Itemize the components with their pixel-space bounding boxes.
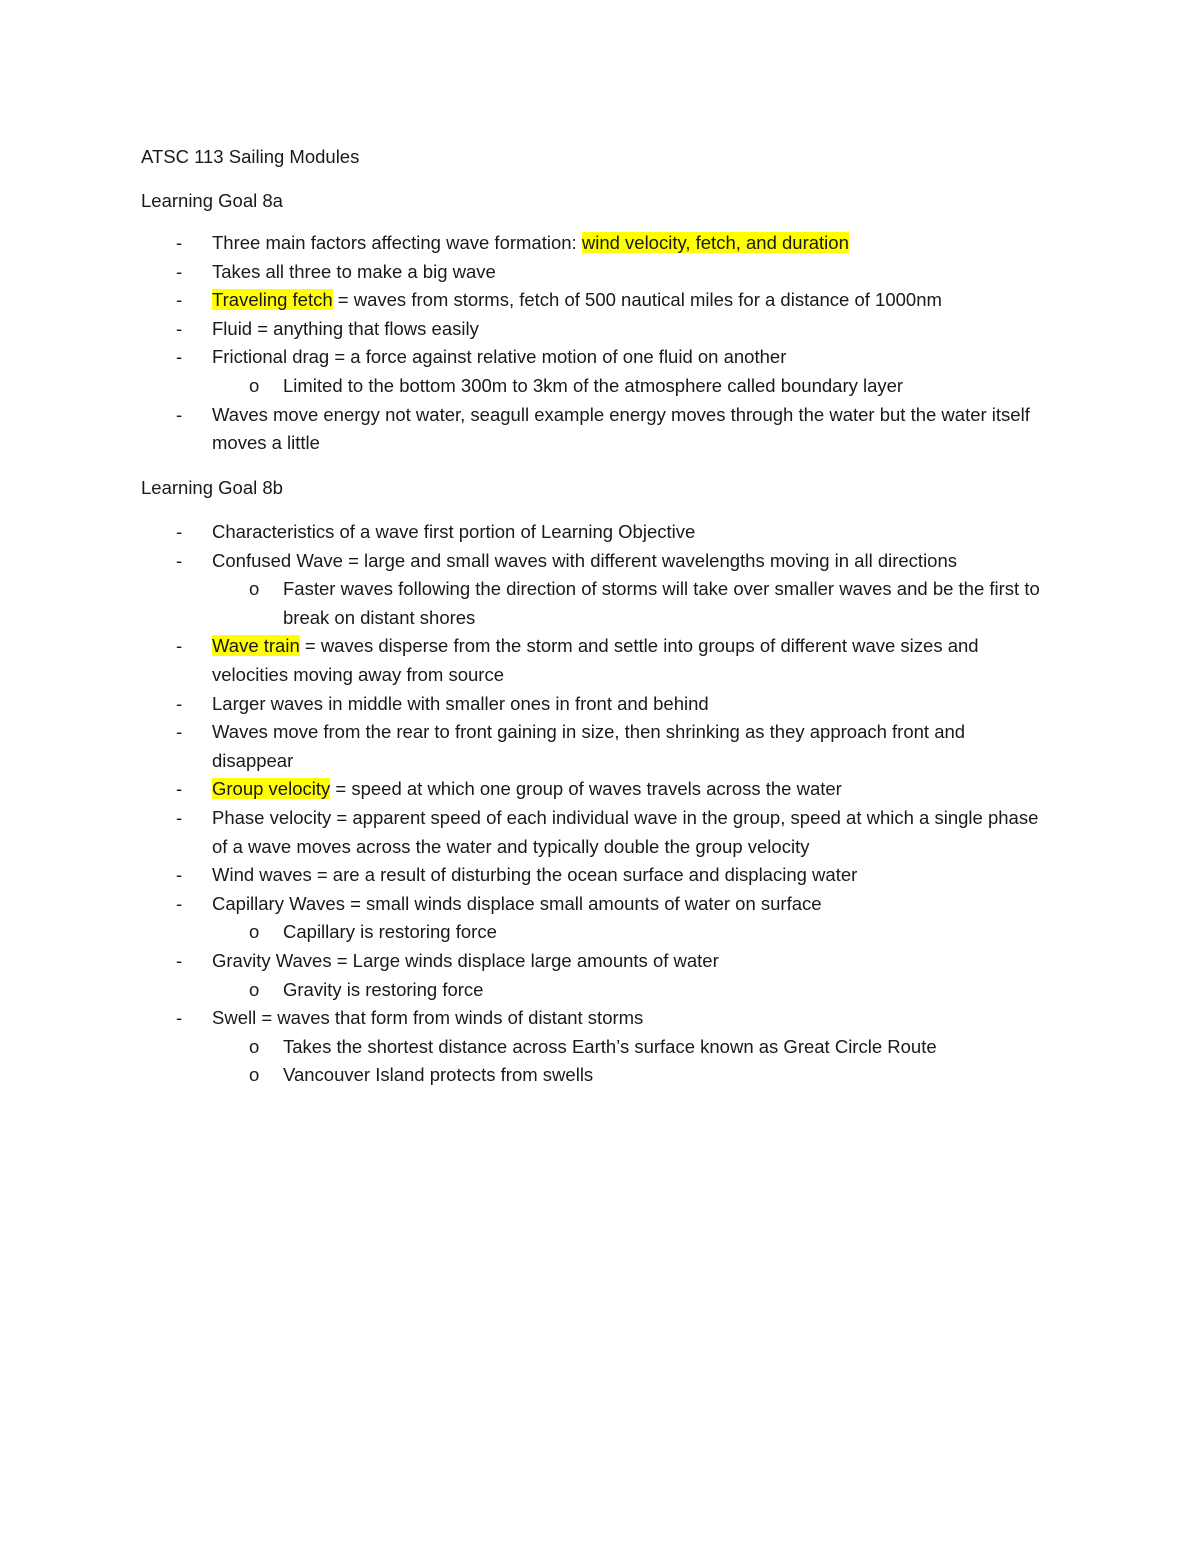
- sub-list-item: [0, 976, 1040, 1005]
- item-text: Capillary Waves = small winds displace small amounts of water on surface: [212, 892, 822, 914]
- document-title: ATSC 113 Sailing Modules: [141, 146, 360, 167]
- list-item: [0, 890, 1040, 919]
- section-heading-8b: Learning Goal 8b: [141, 477, 283, 498]
- item-text: Fluid = anything that flows easily: [212, 317, 479, 339]
- list-item: [0, 718, 1040, 775]
- item-text: Gravity is restoring force: [283, 978, 484, 1000]
- list-item: [0, 1004, 1040, 1033]
- item-text: = waves disperse from the storm and settle into groups of different wave sizes and velocities moving away from source: [212, 635, 979, 685]
- highlighted-text: Traveling fetch: [212, 289, 333, 311]
- list-item: [0, 229, 1040, 258]
- dash-bullet-icon: -: [176, 317, 183, 339]
- item-text: Faster waves following the direction of storms will take over smaller waves and be the first to break on distant shores: [283, 578, 1040, 628]
- list-item: [0, 258, 1040, 287]
- sub-list-item: [0, 918, 1040, 947]
- item-text: Vancouver Island protects from swells: [283, 1064, 594, 1086]
- item-text: Confused Wave = large and small waves with different wavelengths moving in all directions: [212, 549, 958, 571]
- list-item: [0, 343, 1040, 372]
- circle-bullet-icon: o: [249, 1035, 260, 1057]
- dash-bullet-icon: -: [176, 635, 183, 657]
- dash-bullet-icon: -: [176, 403, 183, 425]
- circle-bullet-icon: o: [249, 1064, 260, 1086]
- dash-bullet-icon: -: [176, 892, 183, 914]
- dash-bullet-icon: -: [176, 1007, 183, 1029]
- item-text: = waves from storms, fetch of 500 nautical miles for a distance of 1000nm: [332, 289, 942, 311]
- item-text: = speed at which one group of waves travels across the water: [330, 778, 842, 800]
- list-item: [0, 775, 1040, 804]
- bullet-list-8a: [0, 229, 1040, 458]
- item-text: Characteristics of a wave first portion of Learning Objective: [212, 521, 696, 542]
- item-text: Three main factors affecting wave formation:: [212, 232, 582, 253]
- item-text: Gravity Waves = Large winds displace large amounts of water: [212, 949, 719, 971]
- item-text: Takes all three to make a big wave: [212, 260, 496, 282]
- list-item: [0, 286, 1040, 315]
- list-item: [0, 861, 1040, 890]
- list-item: [0, 632, 1040, 689]
- sub-list-item: [0, 1033, 1040, 1062]
- item-text: Larger waves in middle with smaller ones in front and behind: [212, 692, 709, 714]
- highlighted-text: wind velocity, fetch, and duration: [581, 232, 849, 253]
- item-text: Wind waves = are a result of disturbing the ocean surface and displacing water: [212, 864, 858, 886]
- highlighted-text: Wave train: [212, 635, 300, 657]
- dash-bullet-icon: -: [176, 721, 183, 743]
- dash-bullet-icon: -: [176, 549, 183, 571]
- item-text: Takes the shortest distance across Earth’s surface known as Great Circle Route: [283, 1035, 937, 1057]
- item-text: Limited to the bottom 300m to 3km of the atmosphere called boundary layer: [283, 374, 904, 396]
- dash-bullet-icon: -: [176, 521, 183, 542]
- dash-bullet-icon: -: [176, 692, 183, 714]
- section-heading-8a: Learning Goal 8a: [141, 190, 283, 211]
- item-text: Phase velocity = apparent speed of each individual wave in the group, speed at which a single phase of a wave moves across the water and typically double the group velocity: [212, 806, 1039, 857]
- dash-bullet-icon: -: [176, 864, 183, 886]
- item-text: Capillary is restoring force: [283, 921, 497, 943]
- item-text: Swell = waves that form from winds of distant storms: [212, 1007, 644, 1029]
- dash-bullet-icon: -: [176, 806, 183, 828]
- list-item: [0, 690, 1040, 719]
- list-item: [0, 518, 1040, 547]
- bullet-list-8b: [0, 518, 1040, 1090]
- dash-bullet-icon: -: [176, 778, 183, 800]
- sub-list-item: [0, 372, 1040, 401]
- circle-bullet-icon: o: [249, 578, 260, 600]
- dash-bullet-icon: -: [176, 949, 183, 971]
- circle-bullet-icon: o: [249, 374, 260, 396]
- list-item: [0, 547, 1040, 576]
- sub-list-item: [0, 575, 1040, 632]
- list-item: [0, 401, 1040, 458]
- item-text: Frictional drag = a force against relative motion of one fluid on another: [212, 346, 787, 368]
- list-item: [0, 804, 1040, 861]
- highlighted-text: Group velocity: [212, 778, 331, 800]
- dash-bullet-icon: -: [176, 232, 183, 253]
- dash-bullet-icon: -: [176, 346, 183, 368]
- circle-bullet-icon: o: [249, 978, 260, 1000]
- list-item: [0, 947, 1040, 976]
- circle-bullet-icon: o: [249, 921, 260, 943]
- list-item: [0, 315, 1040, 344]
- dash-bullet-icon: -: [176, 289, 183, 311]
- item-text: Waves move from the rear to front gaining in size, then shrinking as they approach front and disappear: [212, 721, 966, 771]
- dash-bullet-icon: -: [176, 260, 183, 282]
- item-text: Waves move energy not water, seagull example energy moves through the water but the water itself moves a little: [212, 403, 1030, 454]
- sub-list-item: [0, 1061, 1040, 1090]
